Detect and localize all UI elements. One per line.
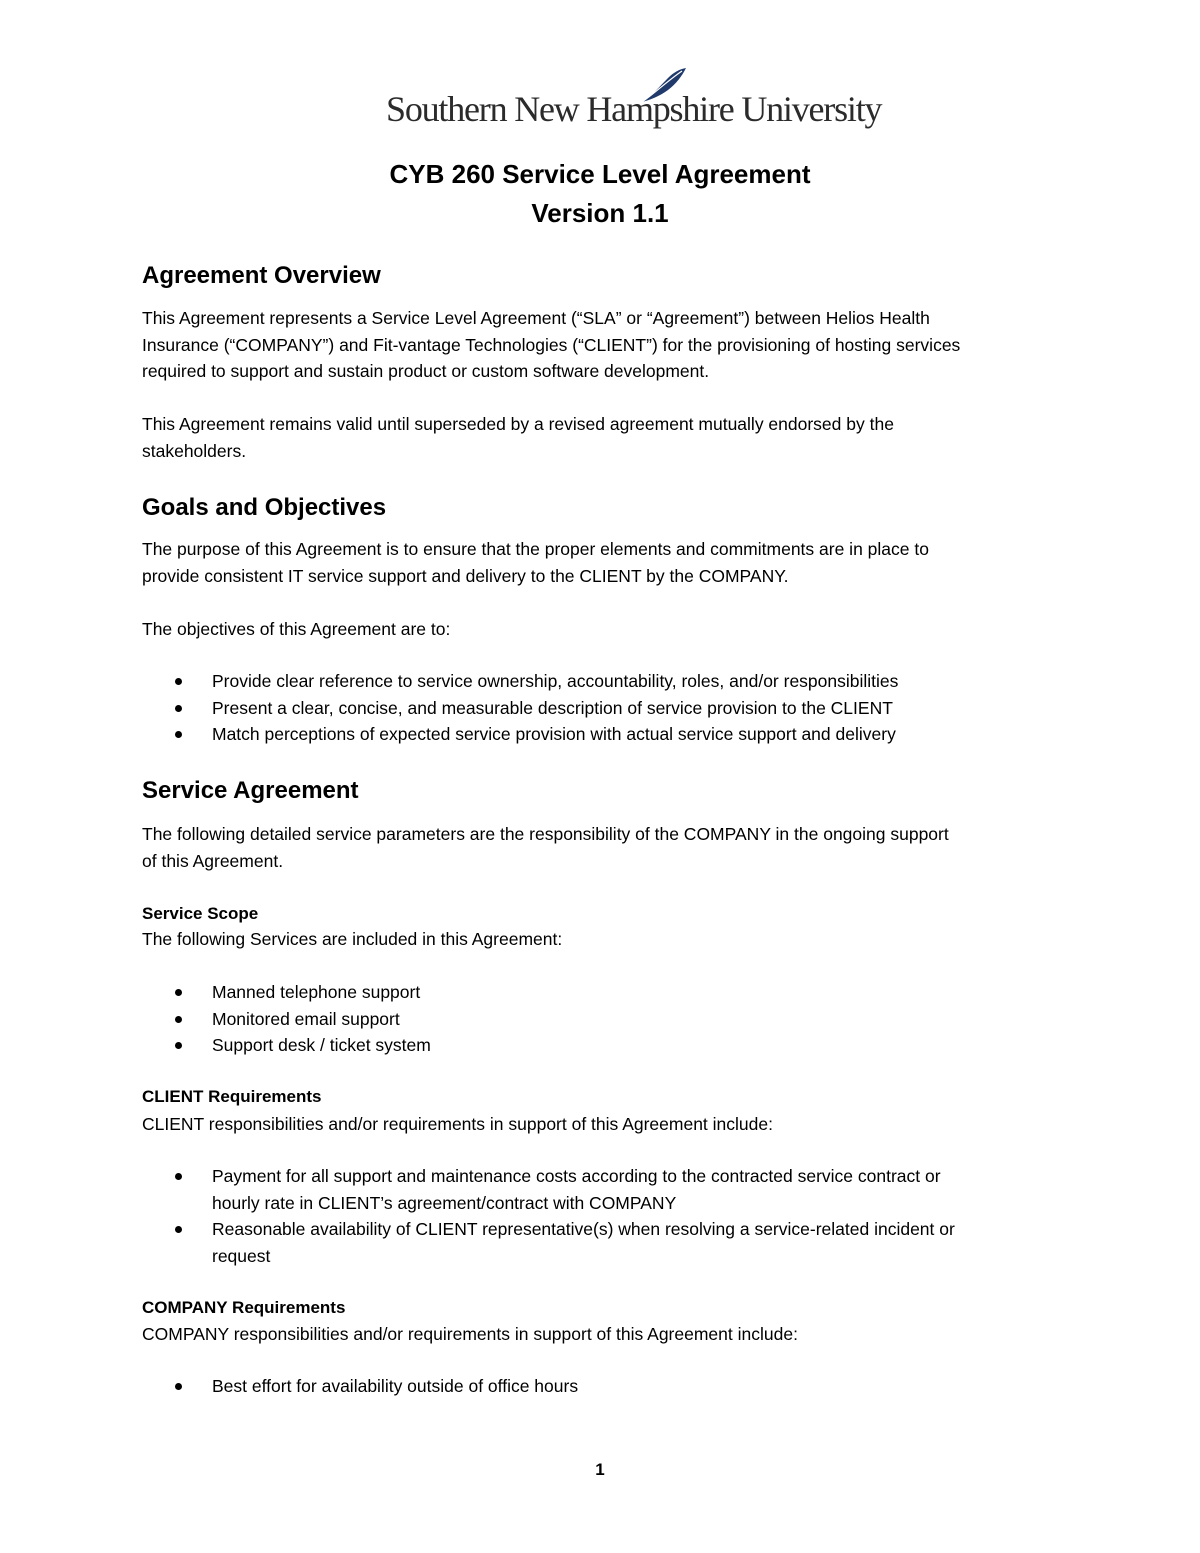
heading-goals-objectives: Goals and Objectives (142, 494, 387, 521)
list-item: Manned telephone support (142, 979, 1062, 1006)
heading-agreement-overview: Agreement Overview (142, 262, 381, 289)
client-requirements-intro (142, 1111, 1062, 1138)
objectives-list (142, 668, 1062, 748)
university-logo (386, 66, 882, 138)
list-item: Present a clear, concise, and measurable description of service provision to the CLIENT (142, 695, 1062, 722)
document-version: Version 1.1 (531, 198, 669, 228)
heading-company-requirements: COMPANY Requirements (142, 1298, 346, 1317)
text-line: CLIENT responsibilities and/or requirements in support of this Agreement include: (142, 1114, 773, 1134)
list-item: Provide clear reference to service ownership, accountability, roles, and/or responsibilities (142, 668, 1062, 695)
list-item (142, 1216, 1062, 1269)
text-line: The purpose of this Agreement is to ensure that the proper elements and commitments are in place to (142, 539, 929, 559)
heading-service-agreement: Service Agreement (142, 777, 359, 804)
text-line: required to support and sustain product or custom software development. (142, 361, 710, 381)
text-line: The following Services are included in this Agreement: (142, 929, 563, 949)
service-paragraph-1 (142, 821, 1062, 874)
document-title: CYB 260 Service Level Agreement (389, 159, 811, 189)
overview-paragraph-1 (142, 305, 1062, 385)
text-line: COMPANY responsibilities and/or requirements in support of this Agreement include: (142, 1324, 798, 1344)
text-line: Reasonable availability of CLIENT representative(s) when resolving a service-related incident or (212, 1219, 955, 1239)
company-requirements-list (142, 1373, 1062, 1400)
list-item: Support desk / ticket system (142, 1032, 1062, 1059)
list-item: Match perceptions of expected service provision with actual service support and delivery (142, 721, 1062, 748)
page-number: 1 (595, 1460, 605, 1479)
company-requirements-intro (142, 1321, 1062, 1348)
service-scope-list (142, 979, 1062, 1059)
service-scope-intro (142, 926, 1062, 953)
goals-paragraph-1 (142, 536, 1062, 589)
text-line: This Agreement represents a Service Level Agreement (“SLA” or “Agreement”) between Helios Health (142, 308, 930, 328)
goals-paragraph-2 (142, 616, 1062, 643)
list-item: Best effort for availability outside of office hours (142, 1373, 1062, 1400)
list-item: Monitored email support (142, 1006, 1062, 1033)
text-line: request (212, 1245, 271, 1266)
text-line: stakeholders. (142, 440, 247, 461)
text-line: of this Agreement. (142, 850, 284, 871)
text-line: hourly rate in CLIENT’s agreement/contract with COMPANY (212, 1192, 677, 1213)
heading-service-scope: Service Scope (142, 904, 259, 923)
overview-paragraph-2 (142, 411, 1062, 464)
text-line: provide consistent IT service support and delivery to the CLIENT by the COMPANY. (142, 565, 789, 586)
text-line: The objectives of this Agreement are to: (142, 619, 451, 639)
list-item (142, 1163, 1062, 1216)
logo-wordmark: Southern New Hampshire University (386, 89, 882, 129)
client-requirements-list (142, 1163, 1062, 1269)
text-line: Payment for all support and maintenance costs according to the contracted service contract or (212, 1166, 941, 1186)
heading-client-requirements: CLIENT Requirements (142, 1087, 322, 1106)
text-line: Insurance (“COMPANY”) and Fit-vantage Technologies (“CLIENT”) for the provisioning of hosting services (142, 334, 961, 355)
text-line: The following detailed service parameters are the responsibility of the COMPANY in the ongoing support (142, 824, 949, 844)
text-line: This Agreement remains valid until superseded by a revised agreement mutually endorsed by the (142, 414, 894, 434)
